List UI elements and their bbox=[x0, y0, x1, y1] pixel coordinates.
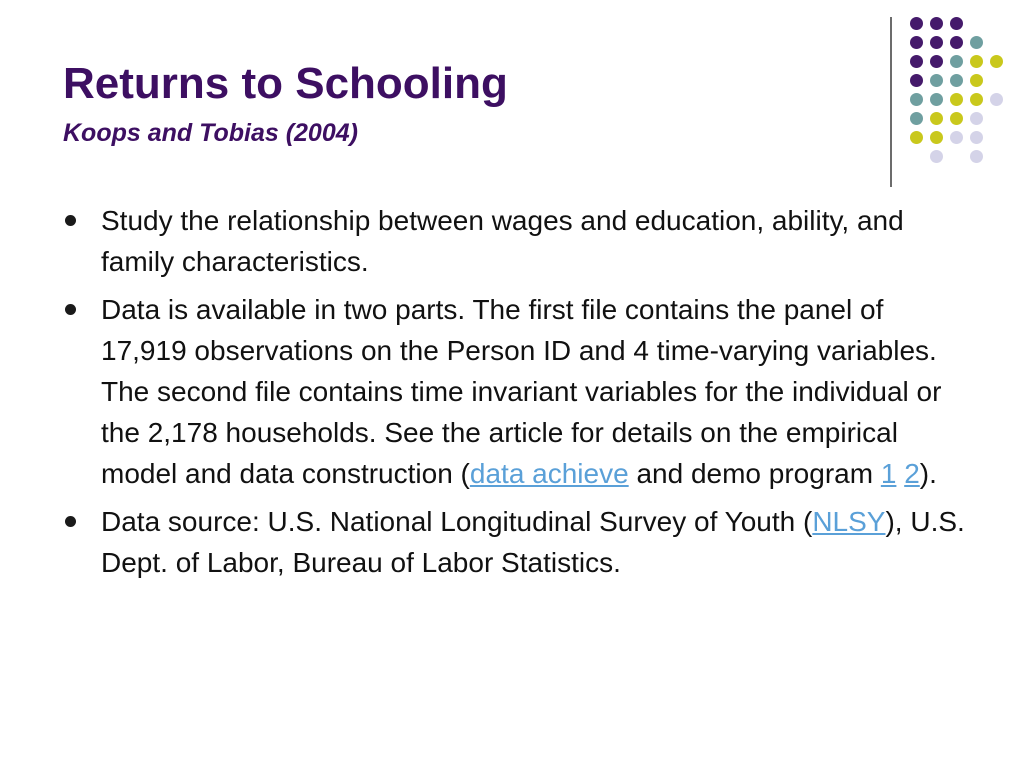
decorative-dot bbox=[930, 112, 943, 125]
bullet-icon bbox=[65, 516, 76, 527]
decorative-dot bbox=[930, 150, 943, 163]
demo-program-1-link[interactable]: 1 bbox=[880, 458, 897, 489]
decorative-dot bbox=[970, 131, 983, 144]
decorative-dot bbox=[970, 150, 983, 163]
decorative-dot bbox=[990, 55, 1003, 68]
decorative-dot bbox=[970, 112, 983, 125]
bullet-text: Data source: U.S. National Longitudinal Survey of Youth ( bbox=[101, 506, 813, 537]
decorative-dot bbox=[970, 36, 983, 49]
bullet-icon bbox=[65, 304, 76, 315]
decorative-dot bbox=[990, 93, 1003, 106]
nlsy-link[interactable]: NLSY bbox=[812, 506, 886, 537]
decorative-dot bbox=[930, 36, 943, 49]
decorative-dot bbox=[930, 17, 943, 30]
slide-subtitle: Koops and Tobias (2004) bbox=[63, 119, 358, 147]
decorative-dot bbox=[970, 74, 983, 87]
decorative-dot bbox=[910, 36, 923, 49]
decorative-dot bbox=[950, 36, 963, 49]
data-achieve-link[interactable]: data achieve bbox=[469, 458, 629, 489]
bullet-item-1 bbox=[63, 200, 973, 282]
decorative-dot bbox=[950, 93, 963, 106]
slide-title: Returns to Schooling bbox=[63, 59, 508, 108]
bullet-item-2 bbox=[63, 289, 973, 494]
decorative-dot bbox=[910, 74, 923, 87]
decorative-dot bbox=[910, 17, 923, 30]
decorative-dot bbox=[950, 131, 963, 144]
bullet-text: ). bbox=[919, 458, 937, 489]
bullet-text: Data is available in two parts. The first file contains the panel of 17,919 observations on the Person ID and 4 time-varying variables. The second file contains time invariant variables for the individual or the 2,178 households. See the article for details on the empirical model and data construction ( bbox=[101, 294, 942, 489]
decorative-dot bbox=[950, 112, 963, 125]
decorative-dot bbox=[930, 131, 943, 144]
divider-line bbox=[890, 17, 892, 187]
bullet-text: ), U.S. Dept. of Labor, Bureau of Labor Statistics. bbox=[101, 506, 965, 578]
bullet-text: and demo program bbox=[628, 458, 881, 489]
decorative-dot bbox=[910, 112, 923, 125]
decorative-dot bbox=[970, 93, 983, 106]
bullet-item-3 bbox=[63, 501, 973, 583]
decorative-dot bbox=[970, 55, 983, 68]
decorative-dot bbox=[910, 55, 923, 68]
decorative-dot bbox=[930, 93, 943, 106]
bullet-icon bbox=[65, 215, 76, 226]
decorative-dot bbox=[930, 74, 943, 87]
bullet-list bbox=[63, 200, 973, 590]
demo-program-2-link[interactable]: 2 bbox=[904, 458, 920, 489]
bullet-text: Study the relationship between wages and education, ability, and family characteristics. bbox=[101, 205, 904, 277]
decorative-dot bbox=[950, 55, 963, 68]
decorative-dot bbox=[930, 55, 943, 68]
decorative-dot bbox=[910, 131, 923, 144]
decorative-dot bbox=[950, 74, 963, 87]
decorative-dot bbox=[910, 93, 923, 106]
decorative-dot bbox=[950, 17, 963, 30]
